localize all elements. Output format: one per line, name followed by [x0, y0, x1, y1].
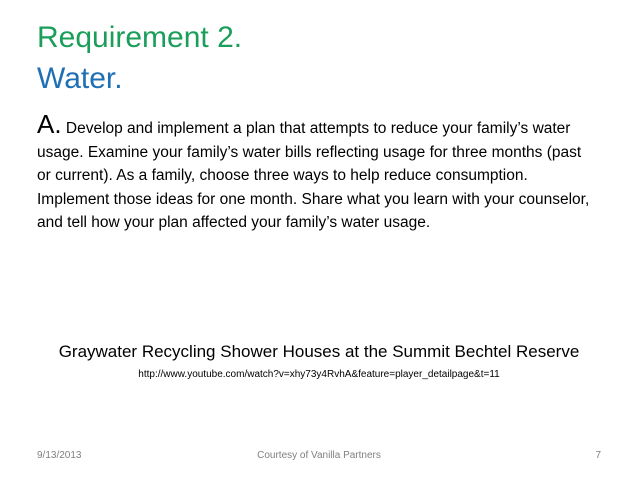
- requirement-text: [37, 109, 597, 235]
- video-caption: Graywater Recycling Shower Houses at the Summit Bechtel Reserve: [58, 342, 580, 361]
- requirement-body: Develop and implement a plan that attempts to reduce your family’s water usage. Examine your family’s water bills reflecting usage for three months (past or current). As a family, choose three ways to help reduce consumption. Implement those ideas for one month. Share what you learn with your counselor, and tell how your plan affected your family’s water usage.: [37, 120, 590, 231]
- footer-page-number: 7: [595, 450, 601, 461]
- footer-credit: Courtesy of Vanilla Partners: [257, 450, 381, 461]
- slide-title-requirement: Requirement 2.: [37, 21, 243, 54]
- footer-date: 9/13/2013: [37, 450, 82, 461]
- slide-title-topic: Water.: [37, 62, 123, 95]
- item-marker: A.: [37, 109, 62, 139]
- video-link[interactable]: http://www.youtube.com/watch?v=xhy73y4RvhA&feature=player_detailpage&t=11: [138, 369, 500, 380]
